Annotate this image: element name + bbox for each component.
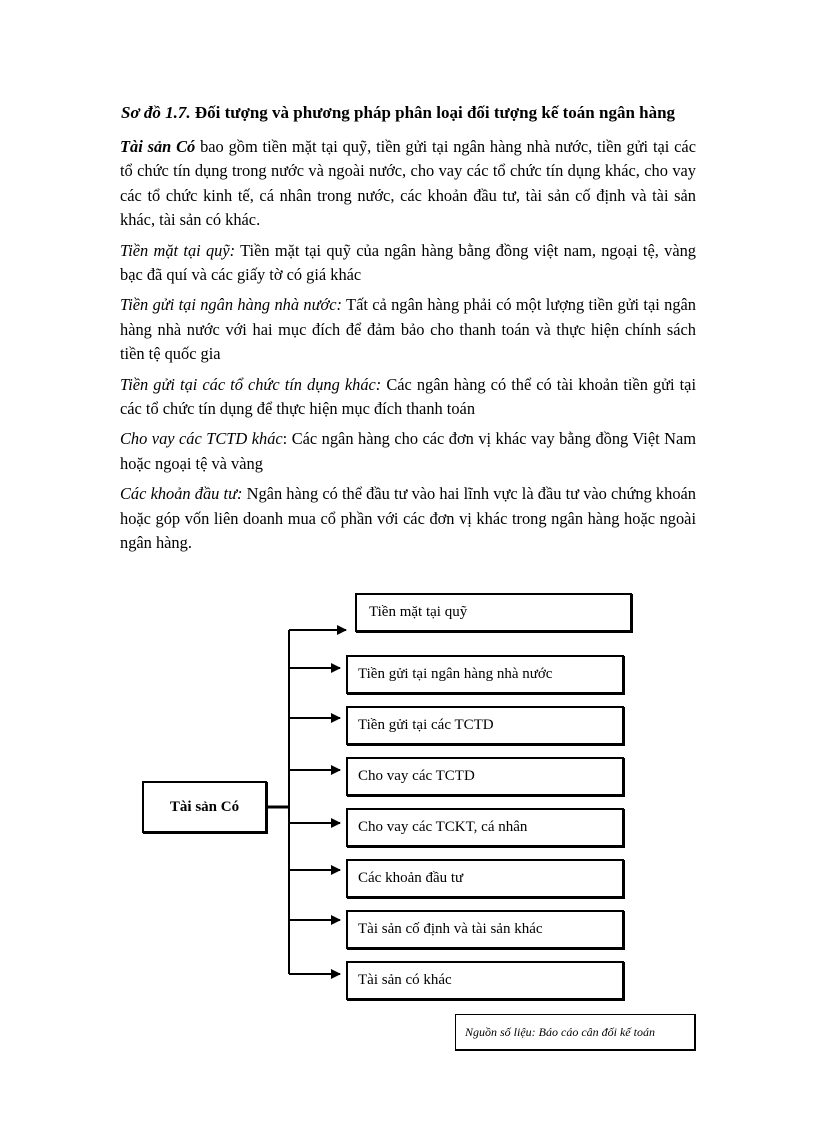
definition: Tất cả ngân hàng phải có một lượng tiền gửi tại ngân hàng nhà nước với hai mục đích để đảm bảo cho thanh toán và thực hiện chính sách tiền tệ quốc gia [120, 295, 696, 364]
node-tien-mat: Tiền mặt tại quỹ [355, 593, 632, 632]
term: Cho vay các TCTD khác [120, 429, 283, 449]
term: Tiền mặt tại quỹ: [120, 240, 236, 260]
node-khoan-dau-tu: Các khoản đầu tư [346, 859, 624, 898]
term: Tiền gửi tại ngân hàng nhà nước: [120, 295, 343, 315]
definition: Tiền mặt tại quỹ của ngân hàng bằng đồng việt nam, ngoại tệ, vàng bạc đã quí và các giấy tờ có giá khác [120, 240, 696, 285]
node-cho-vay-tckt: Cho vay các TCKT, cá nhân [346, 808, 624, 847]
definition: Các ngân hàng có thể có tài khoản tiền gửi tại các tổ chức tín dụng để thực hiện mục đích thanh toán [120, 374, 697, 419]
source-note: Nguồn số liệu: Báo cáo cân đối kế toán [455, 1014, 696, 1051]
node-tai-san-co-dinh: Tài sản cố định và tài sản khác [346, 910, 624, 949]
node-tien-gui-tctd: Tiền gửi tại các TCTD [346, 706, 624, 745]
term: Tài sản Có [120, 137, 196, 156]
node-cho-vay-tctd: Cho vay các TCTD [346, 757, 624, 796]
term: Các khoản đầu tư: [120, 484, 243, 504]
caption-title: Đối tượng và phương pháp phân loại đối tượng kế toán ngân hàng [190, 103, 676, 122]
term: Tiền gửi tại các tổ chức tín dụng khác: [120, 374, 382, 394]
node-tai-san-co-khac: Tài sản có khác [346, 961, 624, 1000]
node-tien-gui-nhnn: Tiền gửi tại ngân hàng nhà nước [346, 655, 624, 694]
caption-number: Sơ đồ 1.7. [121, 103, 191, 122]
root-node: Tài sản Có [142, 781, 267, 833]
definition: Ngân hàng có thể đầu tư vào hai lĩnh vực là đầu tư vào chứng khoán hoặc góp vốn liên doanh mua cổ phần với các đơn vị khác trong ngân hàng hoặc ngoài ngân hàng. [120, 484, 696, 553]
definition: : Các ngân hàng cho các đơn vị khác vay bằng đồng Việt Nam hoặc ngoại tệ và vàng [120, 429, 696, 473]
definition: bao gồm tiền mặt tại quỹ, tiền gửi tại ngân hàng nhà nước, tiền gửi tại các tổ chức tín dụng trong nước và ngoài nước, cho vay các tổ chức tín dụng khác, cho vay các tổ chức kinh tế, cá nhân trong nước, các khoản đầu tư, tài sản cố định và tài sản khác, tài sản có khác. [120, 137, 696, 230]
